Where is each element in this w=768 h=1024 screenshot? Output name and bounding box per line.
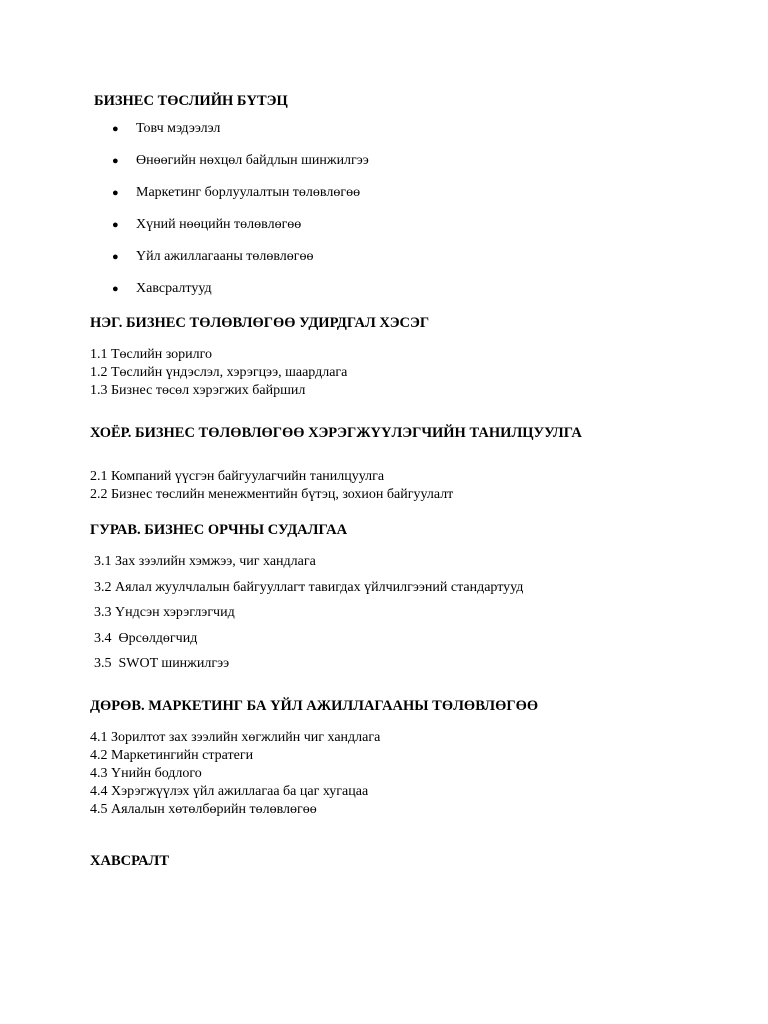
bullet-icon: ● bbox=[112, 187, 119, 199]
section-heading-1: НЭГ. БИЗНЕС ТӨЛӨВЛӨГӨӨ УДИРДГАЛ ХЭСЭГ bbox=[90, 315, 430, 331]
list-item: 3.4 Өрсөлдөгчид bbox=[94, 630, 198, 646]
list-item: 1.1 Төслийн зорилго bbox=[90, 347, 213, 362]
list-item: 3.2 Аялал жуулчлалын байгууллагт тавигдах үйлчилгээний стандартууд bbox=[94, 579, 524, 595]
list-item bbox=[112, 215, 369, 247]
section-2-list bbox=[90, 468, 453, 504]
bullet-icon: ● bbox=[112, 283, 119, 295]
section-3-list bbox=[94, 552, 523, 680]
list-item-label: Хавсралтууд bbox=[136, 281, 212, 296]
list-item: 3.3 Үндсэн хэрэглэгчид bbox=[94, 605, 235, 620]
bullet-icon: ● bbox=[112, 123, 119, 135]
list-item bbox=[112, 151, 369, 183]
list-item: 4.1 Зорилтот зах зээлийн хөгжлийн чиг хандлага bbox=[90, 730, 381, 745]
list-item: 1.3 Бизнес төсөл хэрэгжих байршил bbox=[90, 383, 306, 398]
section-heading-2: ХОЁР. БИЗНЕС ТӨЛӨВЛӨГӨӨ ХЭРЭГЖҮҮЛЭГЧИЙН ТАНИЛЦУУЛГА bbox=[90, 425, 582, 441]
list-item bbox=[112, 119, 369, 151]
list-item: 4.3 Үнийн бодлого bbox=[90, 766, 202, 781]
list-item: 2.2 Бизнес төслийн менежментийн бүтэц, зохион байгуулалт bbox=[90, 487, 454, 502]
list-item-label: Товч мэдээлэл bbox=[136, 121, 221, 136]
list-item: 2.1 Компаний үүсгэн байгуулагчийн танилцуулга bbox=[90, 469, 385, 484]
section-1-list bbox=[90, 346, 347, 400]
list-item: 4.2 Маркетингийн стратеги bbox=[90, 748, 254, 763]
list-item: 1.2 Төслийн үндэслэл, хэрэгцээ, шаардлага bbox=[90, 365, 348, 380]
overview-list bbox=[112, 119, 369, 311]
list-item bbox=[112, 247, 369, 279]
list-item: 4.4 Хэрэгжүүлэх үйл ажиллагаа ба цаг хугацаа bbox=[90, 784, 369, 799]
appendix-heading: ХАВСРАЛТ bbox=[90, 853, 170, 869]
list-item: 3.5 SWOT шинжилгээ bbox=[94, 656, 230, 671]
list-item-label: Үйл ажиллагааны төлөвлөгөө bbox=[136, 249, 314, 264]
list-item-label: Өнөөгийн нөхцөл байдлын шинжилгээ bbox=[136, 153, 369, 168]
section-4-list bbox=[90, 729, 380, 819]
bullet-icon: ● bbox=[112, 251, 119, 263]
list-item bbox=[112, 279, 369, 311]
list-item: 4.5 Аялалын хөтөлбөрийн төлөвлөгөө bbox=[90, 802, 317, 817]
list-item bbox=[112, 183, 369, 215]
section-heading-3: ГУРАВ. БИЗНЕС ОРЧНЫ СУДАЛГАА bbox=[90, 522, 348, 538]
list-item-label: Маркетинг борлуулалтын төлөвлөгөө bbox=[136, 185, 361, 200]
list-item: 3.1 Зах зээлийн хэмжээ, чиг хандлага bbox=[94, 554, 316, 569]
bullet-icon: ● bbox=[112, 219, 119, 231]
bullet-icon: ● bbox=[112, 155, 119, 167]
list-item-label: Хүний нөөцийн төлөвлөгөө bbox=[136, 217, 302, 232]
document-title: БИЗНЕС ТӨСЛИЙН БҮТЭЦ bbox=[94, 93, 288, 109]
section-heading-4: ДӨРӨВ. МАРКЕТИНГ БА ҮЙЛ АЖИЛЛАГААНЫ ТӨЛӨВЛӨГӨӨ bbox=[90, 698, 539, 714]
